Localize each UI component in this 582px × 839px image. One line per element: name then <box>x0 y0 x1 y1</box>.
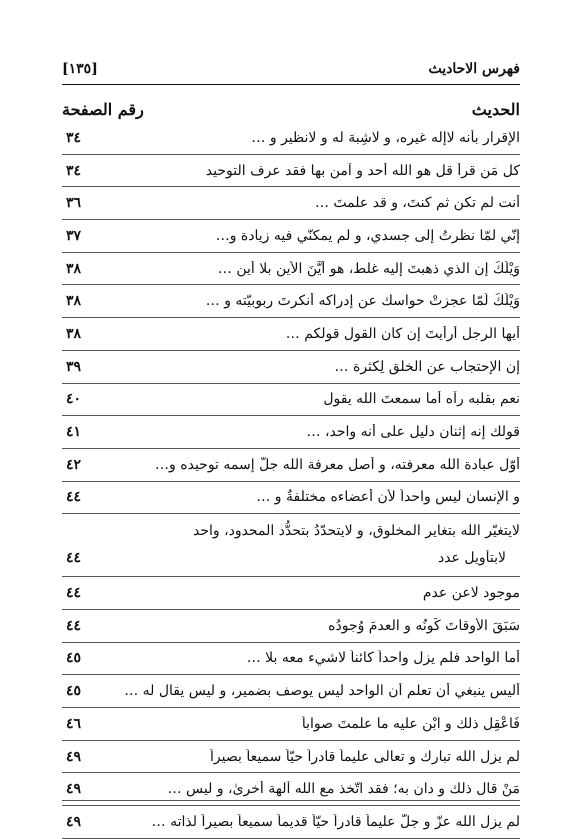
page-ref: ٣٤ <box>66 129 82 146</box>
hadith-text: إن الإحتجاب عن الخلق لِكثرة … <box>334 358 520 375</box>
hadith-text: أما الواحد فلم يزل واحداً كائناً لاشيء معه بلا … <box>246 650 520 667</box>
hadith-text: قولك إنه إثنان دليل على أنه واحد، … <box>306 424 520 441</box>
page-ref: ٤٩ <box>66 813 82 830</box>
index-row <box>62 318 520 351</box>
page-ref: ٤٤ <box>66 617 82 634</box>
page-ref: ٣٦ <box>66 195 82 212</box>
bottom-rule <box>62 800 520 801</box>
index-row <box>62 514 520 577</box>
index-row <box>62 449 520 482</box>
index-row <box>62 643 520 676</box>
index-row <box>62 122 520 155</box>
hadith-index-list <box>62 122 520 839</box>
page-ref: ٤٦ <box>66 715 82 732</box>
page-ref: ٤٢ <box>66 456 82 473</box>
page-ref: ٤٤ <box>66 489 82 506</box>
hadith-text: وَيْلَكَ إن الذي ذهبتَ إليه غلط، هو أَيَّنَ الأين بلا أين … <box>217 260 520 277</box>
running-head <box>62 58 520 80</box>
hadith-text: لايتغيّر الله بتغاير المخلوق، و لايتحدّدُ بتحدُّد المحدود، واحد <box>192 523 520 540</box>
page-column-header: رقم الصفحة <box>62 99 144 119</box>
hadith-text: نعم بقلبه رآه أما سمعتَ الله يقول <box>323 391 520 408</box>
index-row <box>62 806 520 839</box>
index-row <box>62 220 520 253</box>
hadith-text: إنّي لمّا نظرتُ إلى جسدي، و لم يمكنّي فيه زيادة و… <box>215 227 520 244</box>
page-ref: ٣٤ <box>66 162 82 179</box>
index-row <box>62 773 520 806</box>
hadith-text-continuation: لابتأويل عدد <box>437 550 506 567</box>
hadith-text: سَبَقَ الأوقاتَ كَونُه و العدمَ وُجودُه <box>328 617 520 634</box>
page-ref: ٤٤ <box>66 550 82 567</box>
index-row <box>62 577 520 610</box>
page-number: [١٣٥] <box>62 61 98 77</box>
index-row <box>62 675 520 708</box>
hadith-text: لم يزل الله تبارك و تعالى عليماً قادراً حيّاً سميعاً بصيراً <box>210 748 520 765</box>
hadith-text: وَيْلَكَ لَمّا عجزتْ حواسك عن إدراكه أنكرتَ ربوبيّته و … <box>205 293 520 310</box>
page-ref: ٣٨ <box>66 293 82 310</box>
page-ref: ٤٤ <box>66 585 82 602</box>
index-row <box>62 482 520 515</box>
index-row <box>62 187 520 220</box>
page-ref: ٤٥ <box>66 683 82 700</box>
hadith-text: أوّل عبادة الله معرفته، و أصل معرفة الله جلّ إسمه توحيده و… <box>155 456 520 473</box>
hadith-text: مَنْ قال ذلك و دان به؛ فقد اتّخذ مع الله آلهة أُخرىٰ، و ليس … <box>167 781 520 798</box>
hadith-text: أيها الرجل أرأيتَ إن كان القول قولكم … <box>285 325 520 342</box>
index-row <box>62 351 520 384</box>
hadith-column-header: الحديث <box>471 99 520 119</box>
hadith-text: الإقرار بأنه لاإله غيره، و لاشِبهَ له و لانظير و … <box>251 129 520 146</box>
index-row <box>62 741 520 774</box>
hadith-continuation-line <box>62 544 520 572</box>
hadith-text: موجود لاعن عدم <box>422 585 520 602</box>
index-row <box>62 610 520 643</box>
column-headers <box>62 96 520 122</box>
page-ref: ٤٠ <box>66 391 82 408</box>
hadith-text: أنت لم تكن ثم كنتَ، و قد علمتَ … <box>314 195 520 212</box>
page-ref: ٤٩ <box>66 748 82 765</box>
hadith-text: و الإنسان ليس واحداً لأن أعضاءه مختلفةٌ و … <box>256 489 520 506</box>
running-head-title: فهرس الاحاديث <box>428 61 520 77</box>
hadith-text: لم يزل الله عزّ و جلّ عليماً قادراً حيّاً قديماً سميعاً بصيراً لذاته … <box>151 813 520 830</box>
page-ref: ٤١ <box>66 424 82 441</box>
header-rule <box>62 84 520 85</box>
hadith-text: أليس ينبغي أن تعلم أن الواحد ليس يوصف بضمير، و ليس يقال له … <box>124 683 520 700</box>
page-ref: ٤٥ <box>66 650 82 667</box>
page-ref: ٣٨ <box>66 260 82 277</box>
index-row <box>62 155 520 188</box>
hadith-text: كل مَن قرأ قل هو الله أحد و آمن بها فقد عرف التوحيد <box>205 162 520 179</box>
index-row <box>62 253 520 286</box>
page-ref: ٣٧ <box>66 227 82 244</box>
page-ref: ٣٨ <box>66 325 82 342</box>
index-row <box>62 285 520 318</box>
hadith-text: فَاعْقِل ذلك و ابْنِ عليه ما علمتَ صواباً <box>301 715 520 732</box>
index-row <box>62 384 520 417</box>
page-ref: ٤٩ <box>66 781 82 798</box>
index-row <box>62 708 520 741</box>
index-row <box>62 416 520 449</box>
page-ref: ٣٩ <box>66 358 82 375</box>
